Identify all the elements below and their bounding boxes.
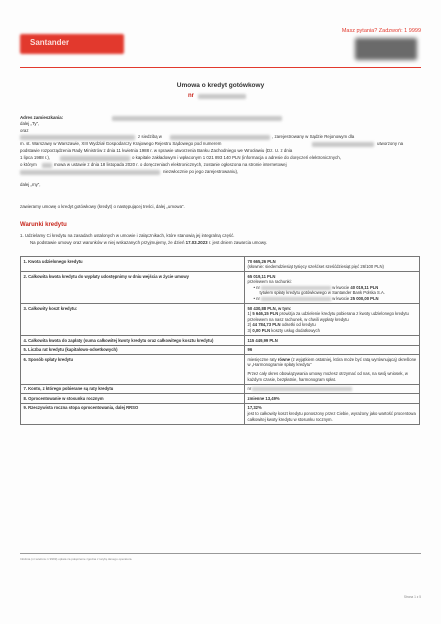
row-value: 50 430,88 PLN, w tym: 1) 5 646,15 PLN prowizja za udzielenie kredytu pobierana z kwoty udzielonego kredytu przelewem na nasz rachunek, w chwili wypłaty kredytu 2) 44 784,73 PLN odsetki od kredytu 3) 0,00 PLN koszty usług dodatkowych bbox=[245, 304, 420, 336]
intro-text: zawieramy umowę o kredyt gotówkowy (kredyt) o następującej treści, dalej „umowa”. bbox=[20, 204, 185, 209]
row-label: 4. Całkowita kwota do zapłaty (suma całkowitej kwoty kredytu oraz całkowitego kosztu kredytu) bbox=[21, 336, 245, 346]
regulation-text: podstawie rozporządzenia Rady Ministrów z dnia 11 kwietnia 1988 r. w sprawie utworzenia Banku Zachodniego we Wrocławiu (Dz. U. z dnia bbox=[20, 148, 293, 153]
table-row bbox=[21, 394, 420, 404]
called-us: dalej „my”, bbox=[20, 182, 41, 187]
point-one: 1. Udzielamy Ci kredytu na zasadach ustalonych w umowie i załącznikach, które stanowią jej integralną część. bbox=[20, 233, 235, 238]
redacted-seat bbox=[170, 135, 270, 140]
row-label: 7. Konto, z którego pobierane są raty kredytu bbox=[21, 384, 245, 394]
row-value: 65 019,11 PLN przelewem na rachunki: • nr w kwocie 40 019,11 PLN tytułem spłaty kredytu gotówkowego w Santander Bank Polska S.A. • nr w kwocie 25 000,00 PLN bbox=[245, 272, 420, 304]
capital-text: o kapitale zakładowym i wpłaconym 1 021 893 140 PLN (informacja o adresie do doręczeń elektronicznych, bbox=[132, 155, 341, 160]
row-value: nr bbox=[245, 384, 420, 394]
redacted-address bbox=[112, 116, 282, 121]
row-value: zmienne 13,49% bbox=[245, 394, 420, 404]
header-divider bbox=[20, 67, 421, 68]
row-value: 70 665,26 PLN (słownie: siedemdziesiąt tysięcy sześćset sześćdziesiąt pięć 26/100 PLN) bbox=[245, 257, 420, 272]
register-text: , zarejestrowany w Sądzie Rejonowym dla bbox=[272, 134, 355, 139]
contract-number-label: nr bbox=[188, 93, 194, 99]
table-row bbox=[21, 257, 420, 272]
court-text: m. st. Warszawy w Warszawie, XIII Wydział Gospodarczy Krajowego Rejestru Sądowego pod numerem bbox=[20, 141, 222, 146]
seat-text: z siedzibą w bbox=[138, 134, 162, 139]
redacted-contract-number bbox=[198, 94, 246, 99]
row-label: 3. Całkowity koszt kredytu: bbox=[21, 304, 245, 336]
terms-table bbox=[20, 256, 420, 425]
row-label: 5. Liczba rat kredytu (kapitałowo-odsetkowych) bbox=[21, 345, 245, 355]
redacted-website bbox=[20, 170, 160, 175]
registration-text: niezwłocznie po jego zarejestrowaniu), bbox=[163, 169, 239, 174]
row-value: 115 449,99 PLN bbox=[245, 336, 420, 346]
redacted-nip bbox=[60, 156, 130, 161]
table-row bbox=[21, 272, 420, 304]
row-label: 1. Kwota udzielonego kredytu bbox=[21, 257, 245, 272]
contract-date: 17.03.2023 bbox=[185, 240, 208, 245]
act-text: mowa w ustawie z dnia 18 listopada 2020 r. o doręczeniach elektronicznych, zostanie ogłoszona na stronie internetowej bbox=[54, 162, 287, 167]
footer-divider bbox=[20, 553, 421, 554]
redacted-word bbox=[42, 163, 52, 168]
row-value: miesięczne raty równe (z wyjątkiem ostatniej, która może być ratą wyrównującą) określone w „Harmonogramie spłaty kredytu” Przez cały okres obowiązywania umowy możesz otrzymać od nas, na swój wniosek, w każdym czasie, bezpłatnie, harmonogram spłat. bbox=[245, 355, 420, 384]
redacted-krs bbox=[312, 142, 374, 147]
table-row bbox=[21, 403, 420, 424]
hotline-text: Masz pytania? Zadzwoń: 1 9999 bbox=[341, 28, 421, 34]
row-label: 9. Rzeczywista roczna stopa oprocentowania, dalej RRSO bbox=[21, 403, 245, 424]
section-title: Warunki kredytu bbox=[20, 222, 67, 228]
row-label: 8. Oprocentowanie w stosunku rocznym bbox=[21, 394, 245, 404]
bank-logo-text: Santander bbox=[30, 38, 70, 47]
redacted-id-block bbox=[355, 38, 417, 60]
row-label: 2. Całkowita kwota kredytu do wypłaty udostępnimy w dniu wejścia w życie umowy bbox=[21, 272, 245, 304]
point-one-b: Na podstawie umowy oraz warunków w niej wskazanych przyjmujemy, że dzień 17.03.2023 r. jest dniem zawarcia umowy. bbox=[30, 240, 268, 245]
table-row bbox=[21, 304, 420, 336]
date-text: 1 lipca 1988 r.), bbox=[20, 155, 51, 160]
and-text: oraz bbox=[20, 128, 29, 133]
row-value: 17,32% jest to całkowity koszt kredytu ponoszony przez Ciebie, wyrażony jako wartość procentowa całkowitej kwoty kredytu w stosunku rocznym. bbox=[245, 403, 420, 424]
row-value: 96 bbox=[245, 345, 420, 355]
table-row bbox=[21, 384, 420, 394]
page-number: Strona 1 z 5 bbox=[403, 595, 421, 599]
row-label: 6. Sposób spłaty kredytu bbox=[21, 355, 245, 384]
address-label: Adres zamieszkania: bbox=[20, 115, 64, 120]
called-you: dalej „Ty”, bbox=[20, 121, 40, 126]
table-row bbox=[21, 336, 420, 346]
which-text: o którym bbox=[20, 162, 37, 167]
created-text: utworzony na bbox=[377, 141, 404, 146]
table-row bbox=[21, 355, 420, 384]
footer-note: Infolinia (nr telefonu 1 9999) opłata za połączenie zgodna z taryfą danego operatora. bbox=[20, 557, 133, 561]
redacted-bank-name bbox=[20, 135, 135, 140]
table-row bbox=[21, 345, 420, 355]
document-title: Umowa o kredyt gotówkowy bbox=[176, 82, 265, 89]
